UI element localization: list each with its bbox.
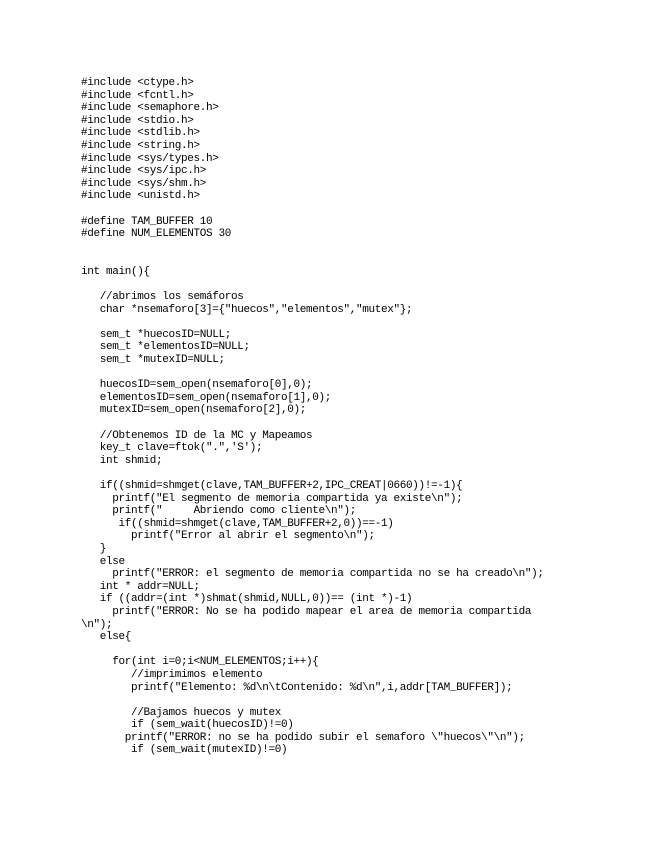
code-line	[81, 644, 641, 657]
code-line: //Obtenemos ID de la MC y Mapeamos	[81, 429, 313, 442]
code-line: #include <string.h>	[81, 139, 200, 152]
code-line: mutexID=sem_open(nsemaforo[2],0);	[81, 404, 307, 417]
code-line: printf("Elemento: %d\n\tContenido: %d\n",i,addr[TAM_BUFFER]);	[81, 681, 513, 694]
code-line	[81, 241, 641, 254]
code-line: #include <sys/shm.h>	[81, 177, 207, 190]
code-line: int main(){	[81, 265, 150, 278]
code-line: //abrimos los semáforos	[81, 291, 244, 304]
code-line: #include <stdlib.h>	[81, 127, 200, 140]
code-line	[81, 417, 641, 430]
code-line: #include <semaphore.h>	[81, 102, 219, 115]
code-line: printf(" Abriendo como cliente\n");	[81, 505, 357, 518]
code-line: int * addr=NULL;	[81, 580, 200, 593]
code-line: #include <unistd.h>	[81, 190, 200, 203]
code-line: //imprimimos elemento	[81, 668, 263, 681]
code-line: if((shmid=shmget(clave,TAM_BUFFER+2,IPC_CREAT|0660))!=-1){	[81, 480, 463, 492]
code-line	[81, 367, 641, 380]
code-line: key_t clave=ftok(".",'S');	[81, 442, 263, 455]
code-line: sem_t *elementosID=NULL;	[81, 341, 250, 354]
code-line: huecosID=sem_open(nsemaforo[0],0);	[81, 379, 313, 392]
code-line	[81, 316, 641, 329]
code-line: #include <sys/ipc.h>	[81, 165, 207, 178]
code-line	[81, 253, 641, 266]
code-line: for(int i=0;i<NUM_ELEMENTOS;i++){	[81, 656, 319, 669]
code-line	[81, 279, 641, 292]
code-line: printf("El segmento de memoria compartida ya existe\n");	[81, 492, 463, 505]
code-line: if((shmid=shmget(clave,TAM_BUFFER+2,0))==-1)	[81, 517, 394, 530]
code-line: if ((addr=(int *)shmat(shmid,NULL,0))== (int *)-1)	[81, 593, 413, 606]
code-line: #include <stdio.h>	[81, 114, 194, 127]
code-line: }	[81, 542, 107, 555]
code-line: #define NUM_ELEMENTOS 30	[81, 228, 232, 241]
code-line	[81, 203, 641, 216]
code-line: int shmid;	[81, 454, 163, 467]
code-line: #include <sys/types.h>	[81, 152, 219, 165]
code-line: else	[81, 555, 125, 568]
code-line: sem_t *mutexID=NULL;	[81, 354, 225, 367]
code-line: else{	[81, 631, 132, 644]
code-line: char *nsemaforo[3]={"huecos","elementos","mutex"};	[81, 303, 413, 316]
code-line: printf("ERROR: no se ha podido subir el semaforo \"huecos\"\n");	[81, 731, 525, 744]
code-line: //Bajamos huecos y mutex	[81, 706, 282, 719]
code-line	[81, 694, 641, 707]
code-line: printf("ERROR: No se ha podido mapear el area de memoria compartida	[81, 605, 532, 618]
code-line: printf("ERROR: el segmento de memoria compartida no se ha creado\n");	[81, 568, 544, 581]
code-line: #include <fcntl.h>	[81, 89, 194, 102]
code-line: if (sem_wait(huecosID)!=0)	[81, 719, 294, 732]
code-block	[81, 77, 641, 757]
code-line: if (sem_wait(mutexID)!=0)	[81, 744, 288, 757]
code-line	[81, 467, 641, 480]
code-line: printf("Error al abrir el segmento\n");	[81, 530, 375, 543]
code-line: #include <ctype.h>	[81, 77, 194, 89]
code-line: \n");	[81, 618, 113, 631]
code-line: #define TAM_BUFFER 10	[81, 215, 213, 228]
code-line: sem_t *huecosID=NULL;	[81, 328, 232, 341]
code-line: elementosID=sem_open(nsemaforo[1],0);	[81, 391, 332, 404]
